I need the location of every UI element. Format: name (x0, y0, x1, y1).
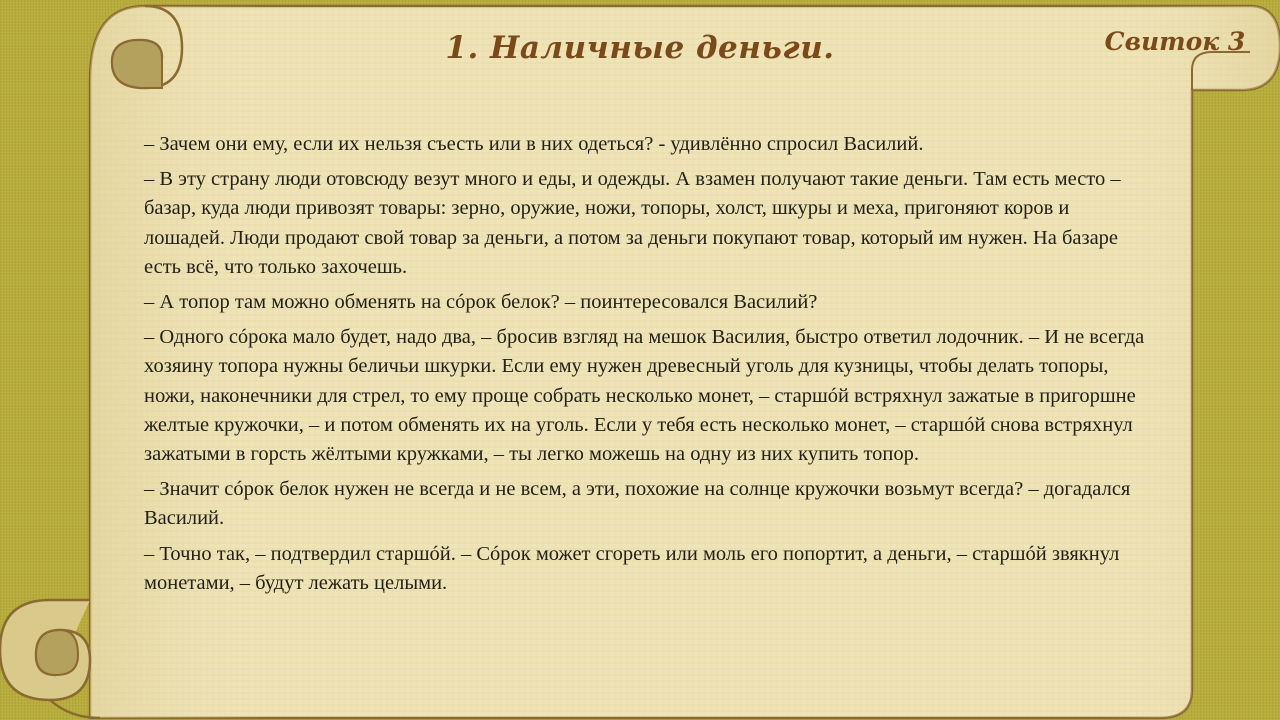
paragraph: – Точно так, – подтвердил старшóй. – Сóрок может сгореть или моль его попортит, а деньги, – старшóй звякнул монетами, – будут лежать целыми. (144, 542, 1120, 594)
paragraph: – Значит сóрок белок нужен не всегда и не всем, а эти, похожие на солнце кружочки возьмут всегда? – догадался Василий. (144, 478, 1131, 530)
paragraph: – В эту страну люди отовсюду везут много и еды, и одежды. А взамен получают такие деньги. Там есть место – базар, куда люди привозят товары: зерно, оружие, ножи, топоры, холст, шкуры и меха, пригоняют коров и лошадей. Люди продают свой товар за деньги, а потом за деньги покупают товар, который им нужен. На базаре есть всё, что только захочешь. (144, 168, 1121, 278)
bottom-left-curl (0, 600, 100, 718)
story-text (144, 130, 1154, 650)
slide-title: 1. Наличные деньги. (445, 30, 835, 66)
paragraph: – Зачем они ему, если их нельзя съесть или в них одеться? - удивлённо спросил Василий. (144, 133, 924, 155)
paragraph: – А топор там можно обменять на сóрок белок? – поинтересовался Василий? (144, 291, 818, 314)
scroll-number-label: Свиток 3 (1104, 27, 1246, 56)
paragraph: – Одного сóрока мало будет, надо два, – бросив взгляд на мешок Василия, быстро ответил лодочник. – И не всегда хозяину топора нужны беличьи шкурки. Если ему нужен древесный уголь для кузницы, чтобы делать топоры, ножи, наконечники для стрел, то ему проще собрать несколько монет, – старшóй встряхнул зажатые в пригоршне желтые кружочки, – и потом обменять их на уголь. Если у тебя есть несколько монет, – старшóй снова встряхнул зажатыми в горсть жёлтыми кружками, – ты легко можешь на одну из них купить топор. (144, 326, 1145, 466)
